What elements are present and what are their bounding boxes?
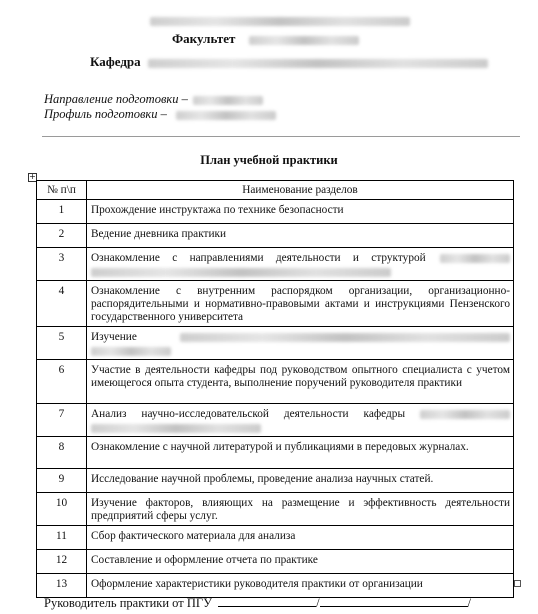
- row-name-text: Анализ научно-исследовательской деятельности кафедры: [91, 408, 406, 420]
- table-row: [37, 281, 514, 327]
- row-num: 6: [37, 360, 87, 404]
- table-row: [37, 469, 514, 493]
- column-header-num: № п\п: [37, 181, 87, 200]
- row-num: 12: [37, 550, 87, 574]
- row-name: Ознакомление с научной литературой и публикациями в передовых журналах.: [87, 437, 514, 469]
- row-name: [87, 404, 514, 437]
- direction-line: [44, 92, 263, 107]
- table-resize-handle[interactable]: [514, 580, 521, 587]
- table-row: [37, 224, 514, 248]
- department-line: [90, 54, 488, 70]
- row-num: 9: [37, 469, 87, 493]
- redacted-text: [91, 347, 171, 356]
- faculty-line: [172, 31, 359, 47]
- row-num: 11: [37, 526, 87, 550]
- department-label: Кафедра: [90, 54, 141, 69]
- table-row: [37, 550, 514, 574]
- row-name-text: Изучение: [91, 331, 137, 343]
- redacted-text: [91, 268, 391, 277]
- row-name: Сбор фактического материала для анализа: [87, 526, 514, 550]
- table-header-row: [37, 181, 514, 200]
- redacted-text: [91, 424, 261, 433]
- row-name: Составление и оформление отчета по практике: [87, 550, 514, 574]
- row-name-text: Ознакомление с направлениями деятельности и структурой: [91, 252, 426, 264]
- profile-line: [44, 107, 276, 122]
- header-top-redacted: [150, 12, 410, 30]
- row-name: [87, 248, 514, 281]
- separator: /: [316, 596, 320, 610]
- row-num: 1: [37, 200, 87, 224]
- redacted-text: [176, 111, 276, 120]
- name-blank: [320, 596, 468, 607]
- row-num: 8: [37, 437, 87, 469]
- direction-label: Направление подготовки –: [44, 92, 188, 106]
- separator: /: [467, 596, 472, 610]
- row-num: 10: [37, 493, 87, 526]
- row-name: Ведение дневника практики: [87, 224, 514, 248]
- plan-table: [36, 180, 514, 598]
- row-num: 5: [37, 327, 87, 360]
- redacted-text: [193, 96, 263, 105]
- supervisor-signature-line: [44, 596, 471, 611]
- plan-title: План учебной практики: [200, 153, 338, 167]
- table-move-handle-icon[interactable]: +: [29, 172, 36, 181]
- row-num: 3: [37, 248, 87, 281]
- table-row: [37, 437, 514, 469]
- row-name: Изучение факторов, влияющих на размещение и эффективность деятельности предприятий сферы услуг.: [87, 493, 514, 526]
- table-row: [37, 493, 514, 526]
- row-name: Исследование научной проблемы, проведение анализа научных статей.: [87, 469, 514, 493]
- table-row: [37, 360, 514, 404]
- row-name: Оформление характеристики руководителя практики от организации: [87, 574, 514, 598]
- row-num: 13: [37, 574, 87, 598]
- redacted-text: [249, 36, 359, 45]
- table-row: [37, 574, 514, 598]
- row-name: Ознакомление с внутренним распорядком организации, организационно-распорядительными и нормативно-правовыми актами и инструкциями Пензенского государственного университета: [87, 281, 514, 327]
- redacted-text: [440, 254, 510, 263]
- table-row: [37, 404, 514, 437]
- row-name: [87, 327, 514, 360]
- row-num: 2: [37, 224, 87, 248]
- profile-label: Профиль подготовки –: [44, 107, 167, 121]
- row-num: 7: [37, 404, 87, 437]
- row-name: Участие в деятельности кафедры под руководством опытного специалиста с учетом имеющегося опыта студента, выполнение поручений руководителя практики: [87, 360, 514, 404]
- faculty-label: Факультет: [172, 31, 236, 46]
- table-row: [37, 248, 514, 281]
- table-row: [37, 327, 514, 360]
- table-row: [37, 526, 514, 550]
- table-row: [37, 200, 514, 224]
- column-header-name: Наименование разделов: [87, 181, 514, 200]
- redacted-text: [420, 410, 510, 419]
- row-name: Прохождение инструктажа по технике безопасности: [87, 200, 514, 224]
- signature-blank: [218, 596, 316, 607]
- redacted-text: [180, 333, 510, 342]
- supervisor-label: Руководитель практики от ПГУ: [44, 596, 212, 610]
- divider: [42, 136, 520, 137]
- redacted-text: [148, 59, 488, 68]
- row-num: 4: [37, 281, 87, 327]
- redacted-text: [150, 17, 410, 26]
